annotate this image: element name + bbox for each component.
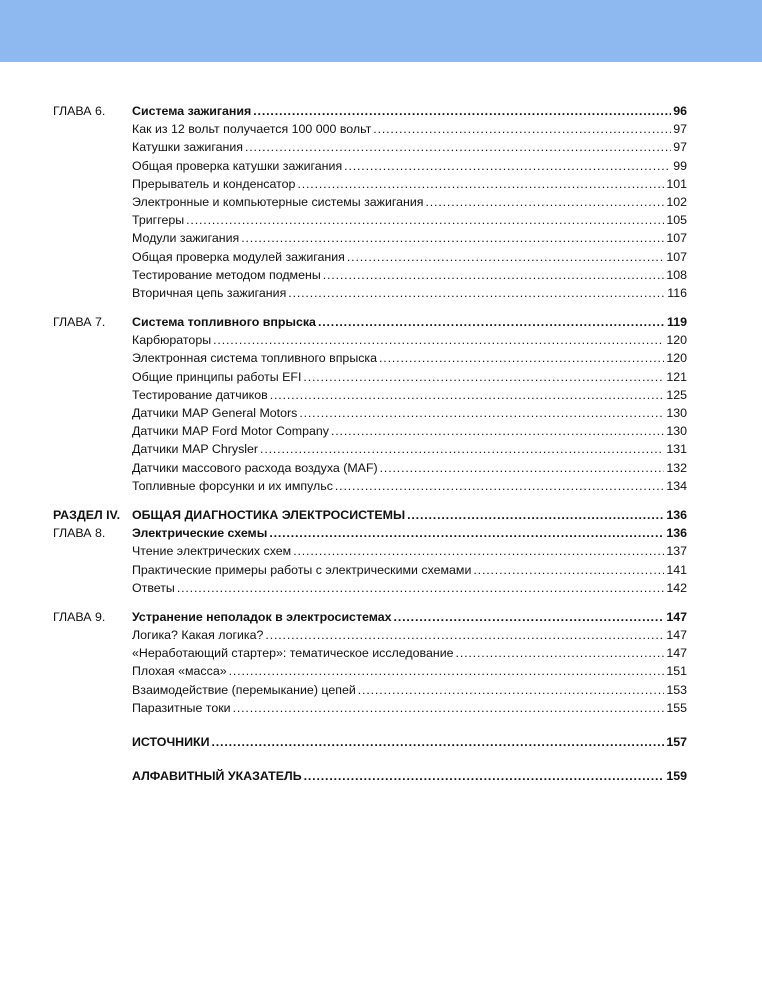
entry-title: Паразитные токи	[132, 700, 231, 715]
section-label: РАЗДЕЛ IV.	[53, 507, 121, 522]
entry-title: Общая проверка катушки зажигания	[132, 158, 343, 173]
toc-entry	[53, 175, 687, 193]
dot-leader	[288, 284, 665, 302]
page-number: 105	[666, 213, 687, 228]
entry-title: Датчики массового расхода воздуха (MAF)	[132, 460, 378, 475]
dot-leader	[344, 157, 671, 175]
dot-leader	[177, 579, 664, 597]
sources-title: ИСТОЧНИКИ	[132, 735, 210, 749]
chapter-label: ГЛАВА 6.	[53, 104, 106, 118]
toc-entry	[53, 248, 687, 266]
entry-title: Триггеры	[132, 213, 185, 228]
page-number: 120	[666, 351, 687, 366]
dot-leader	[456, 644, 665, 662]
page-number: 125	[666, 387, 687, 402]
toc-entry	[53, 561, 687, 579]
toc-sources	[53, 733, 687, 751]
page-number: 116	[667, 285, 687, 300]
toc-index	[53, 767, 687, 785]
dot-leader	[394, 608, 665, 626]
dot-leader	[358, 681, 665, 699]
entry-title: Взаимодействие (перемыкание) цепей	[132, 682, 356, 697]
page-number: 147	[666, 628, 687, 643]
page-number: 96	[673, 104, 687, 118]
section-title: ОБЩАЯ ДИАГНОСТИКА ЭЛЕКТРОСИСТЕМЫ	[132, 507, 406, 522]
toc-entry	[53, 266, 687, 284]
dot-leader	[269, 524, 664, 542]
entry-title: Логика? Какая логика?	[132, 628, 264, 643]
entry-title: Практические примеры работы с электрическими схемами	[132, 562, 472, 577]
dot-leader	[241, 229, 664, 247]
toc-entry	[53, 284, 687, 302]
page-number: 107	[666, 249, 687, 264]
entry-title: Датчики MAP Ford Motor Company	[132, 424, 329, 439]
page-number: 131	[666, 442, 687, 457]
page-number: 141	[666, 562, 687, 577]
toc-entry	[53, 579, 687, 597]
toc-section-4	[53, 506, 687, 524]
table-of-contents	[53, 102, 687, 785]
chapter-title: Электрические схемы	[132, 526, 268, 541]
page-number: 102	[666, 194, 687, 209]
dot-leader	[253, 102, 671, 120]
page-number: 147	[666, 646, 687, 661]
page-number: 120	[666, 333, 687, 348]
page-number: 136	[666, 507, 687, 522]
dot-leader	[265, 626, 664, 644]
index-title: АЛФАВИТНЫЙ УКАЗАТЕЛЬ	[132, 769, 302, 784]
toc-entry	[53, 404, 687, 422]
toc-entry	[53, 211, 687, 229]
header-band	[0, 0, 762, 62]
page-number: 130	[666, 406, 687, 420]
toc-entry	[53, 459, 687, 477]
dot-leader	[245, 138, 671, 156]
dot-leader	[211, 733, 664, 751]
dot-leader	[303, 368, 664, 386]
page-number: 142	[666, 580, 687, 595]
page-number: 121	[666, 369, 687, 384]
entry-title: Плохая «масса»	[132, 664, 227, 679]
page-number: 97	[673, 122, 687, 137]
entry-title: Электронная система топливного впрыска	[132, 351, 378, 366]
chapter-label: ГЛАВА 9.	[53, 609, 106, 624]
dot-leader	[373, 120, 671, 138]
page-number: 108	[666, 267, 687, 282]
entry-title: Вторичная цепь зажигания	[132, 285, 287, 300]
entry-title: Датчики MAP Chrysler	[132, 442, 259, 457]
dot-leader	[229, 662, 665, 680]
chapter-title: Система зажигания	[132, 104, 252, 118]
page-number: 119	[667, 315, 687, 330]
dot-leader	[380, 459, 665, 477]
toc-entry	[53, 157, 687, 175]
toc-entry	[53, 368, 687, 386]
dot-leader	[473, 561, 664, 579]
entry-title: Общие принципы работы EFI	[132, 369, 302, 384]
toc-entry	[53, 644, 687, 662]
entry-title: Модули зажигания	[132, 231, 240, 246]
entry-title: Катушки зажигания	[132, 140, 243, 155]
toc-chapter-8	[53, 524, 687, 542]
chapter-label: ГЛАВА 8.	[53, 526, 106, 541]
toc-entry	[53, 626, 687, 644]
toc-entry	[53, 662, 687, 680]
entry-title: Датчики MAP General Motors	[132, 406, 298, 420]
dot-leader	[233, 699, 665, 717]
toc-entry	[53, 229, 687, 247]
entry-title: «Неработающий стартер»: тематическое исследование	[132, 646, 454, 661]
toc-entry	[53, 386, 687, 404]
page-number: 147	[666, 609, 687, 624]
page-number: 151	[666, 664, 687, 679]
entry-title: Чтение электрических схем	[132, 544, 292, 559]
entry-title: Карбюраторы	[132, 333, 212, 348]
dot-leader	[299, 404, 664, 422]
dot-leader	[347, 248, 664, 266]
toc-entry	[53, 699, 687, 717]
dot-leader	[186, 211, 664, 229]
entry-title: Тестирование датчиков	[132, 387, 268, 402]
dot-leader	[304, 767, 665, 785]
page-number: 101	[666, 176, 687, 191]
toc-entry	[53, 681, 687, 699]
toc-entry	[53, 477, 687, 495]
toc-entry	[53, 542, 687, 560]
page-number: 155	[666, 700, 687, 715]
toc-entry	[53, 120, 687, 138]
page-number: 136	[666, 526, 687, 541]
toc-entry	[53, 193, 687, 211]
page-number: 107	[666, 231, 687, 246]
toc-entry	[53, 349, 687, 367]
page-number: 132	[666, 460, 687, 475]
page-number: 157	[666, 735, 687, 749]
toc-chapter-6	[53, 102, 687, 120]
dot-leader	[297, 175, 664, 193]
page-number: 97	[673, 140, 687, 155]
toc-entry	[53, 440, 687, 458]
chapter-label: ГЛАВА 7.	[53, 315, 106, 330]
dot-leader	[293, 542, 664, 560]
chapter-title: Устранение неполадок в электросистемах	[132, 609, 392, 624]
dot-leader	[407, 506, 664, 524]
entry-title: Общая проверка модулей зажигания	[132, 249, 345, 264]
dot-leader	[379, 349, 664, 367]
toc-entry	[53, 331, 687, 349]
dot-leader	[425, 193, 664, 211]
entry-title: Ответы	[132, 580, 175, 595]
toc-chapter-9	[53, 608, 687, 626]
dot-leader	[270, 386, 665, 404]
dot-leader	[331, 422, 664, 440]
entry-title: Электронные и компьютерные системы зажигания	[132, 194, 424, 209]
dot-leader	[260, 440, 664, 458]
toc-entry	[53, 422, 687, 440]
dot-leader	[335, 477, 664, 495]
entry-title: Топливные форсунки и их импульс	[132, 478, 333, 493]
page-number: 159	[666, 769, 687, 784]
page-number: 130	[666, 424, 687, 439]
dot-leader	[323, 266, 665, 284]
dot-leader	[213, 331, 664, 349]
page-number: 99	[673, 158, 687, 173]
chapter-title: Система топливного впрыска	[132, 315, 316, 330]
toc-chapter-7	[53, 313, 687, 331]
entry-title: Прерыватель и конденсатор	[132, 176, 296, 191]
page-number: 137	[666, 544, 687, 559]
entry-title: Тестирование методом подмены	[132, 267, 321, 282]
entry-title: Как из 12 вольт получается 100 000 вольт	[132, 122, 372, 137]
dot-leader	[318, 313, 665, 331]
page-number: 153	[666, 682, 687, 697]
toc-entry	[53, 138, 687, 156]
page-number: 134	[666, 478, 687, 493]
